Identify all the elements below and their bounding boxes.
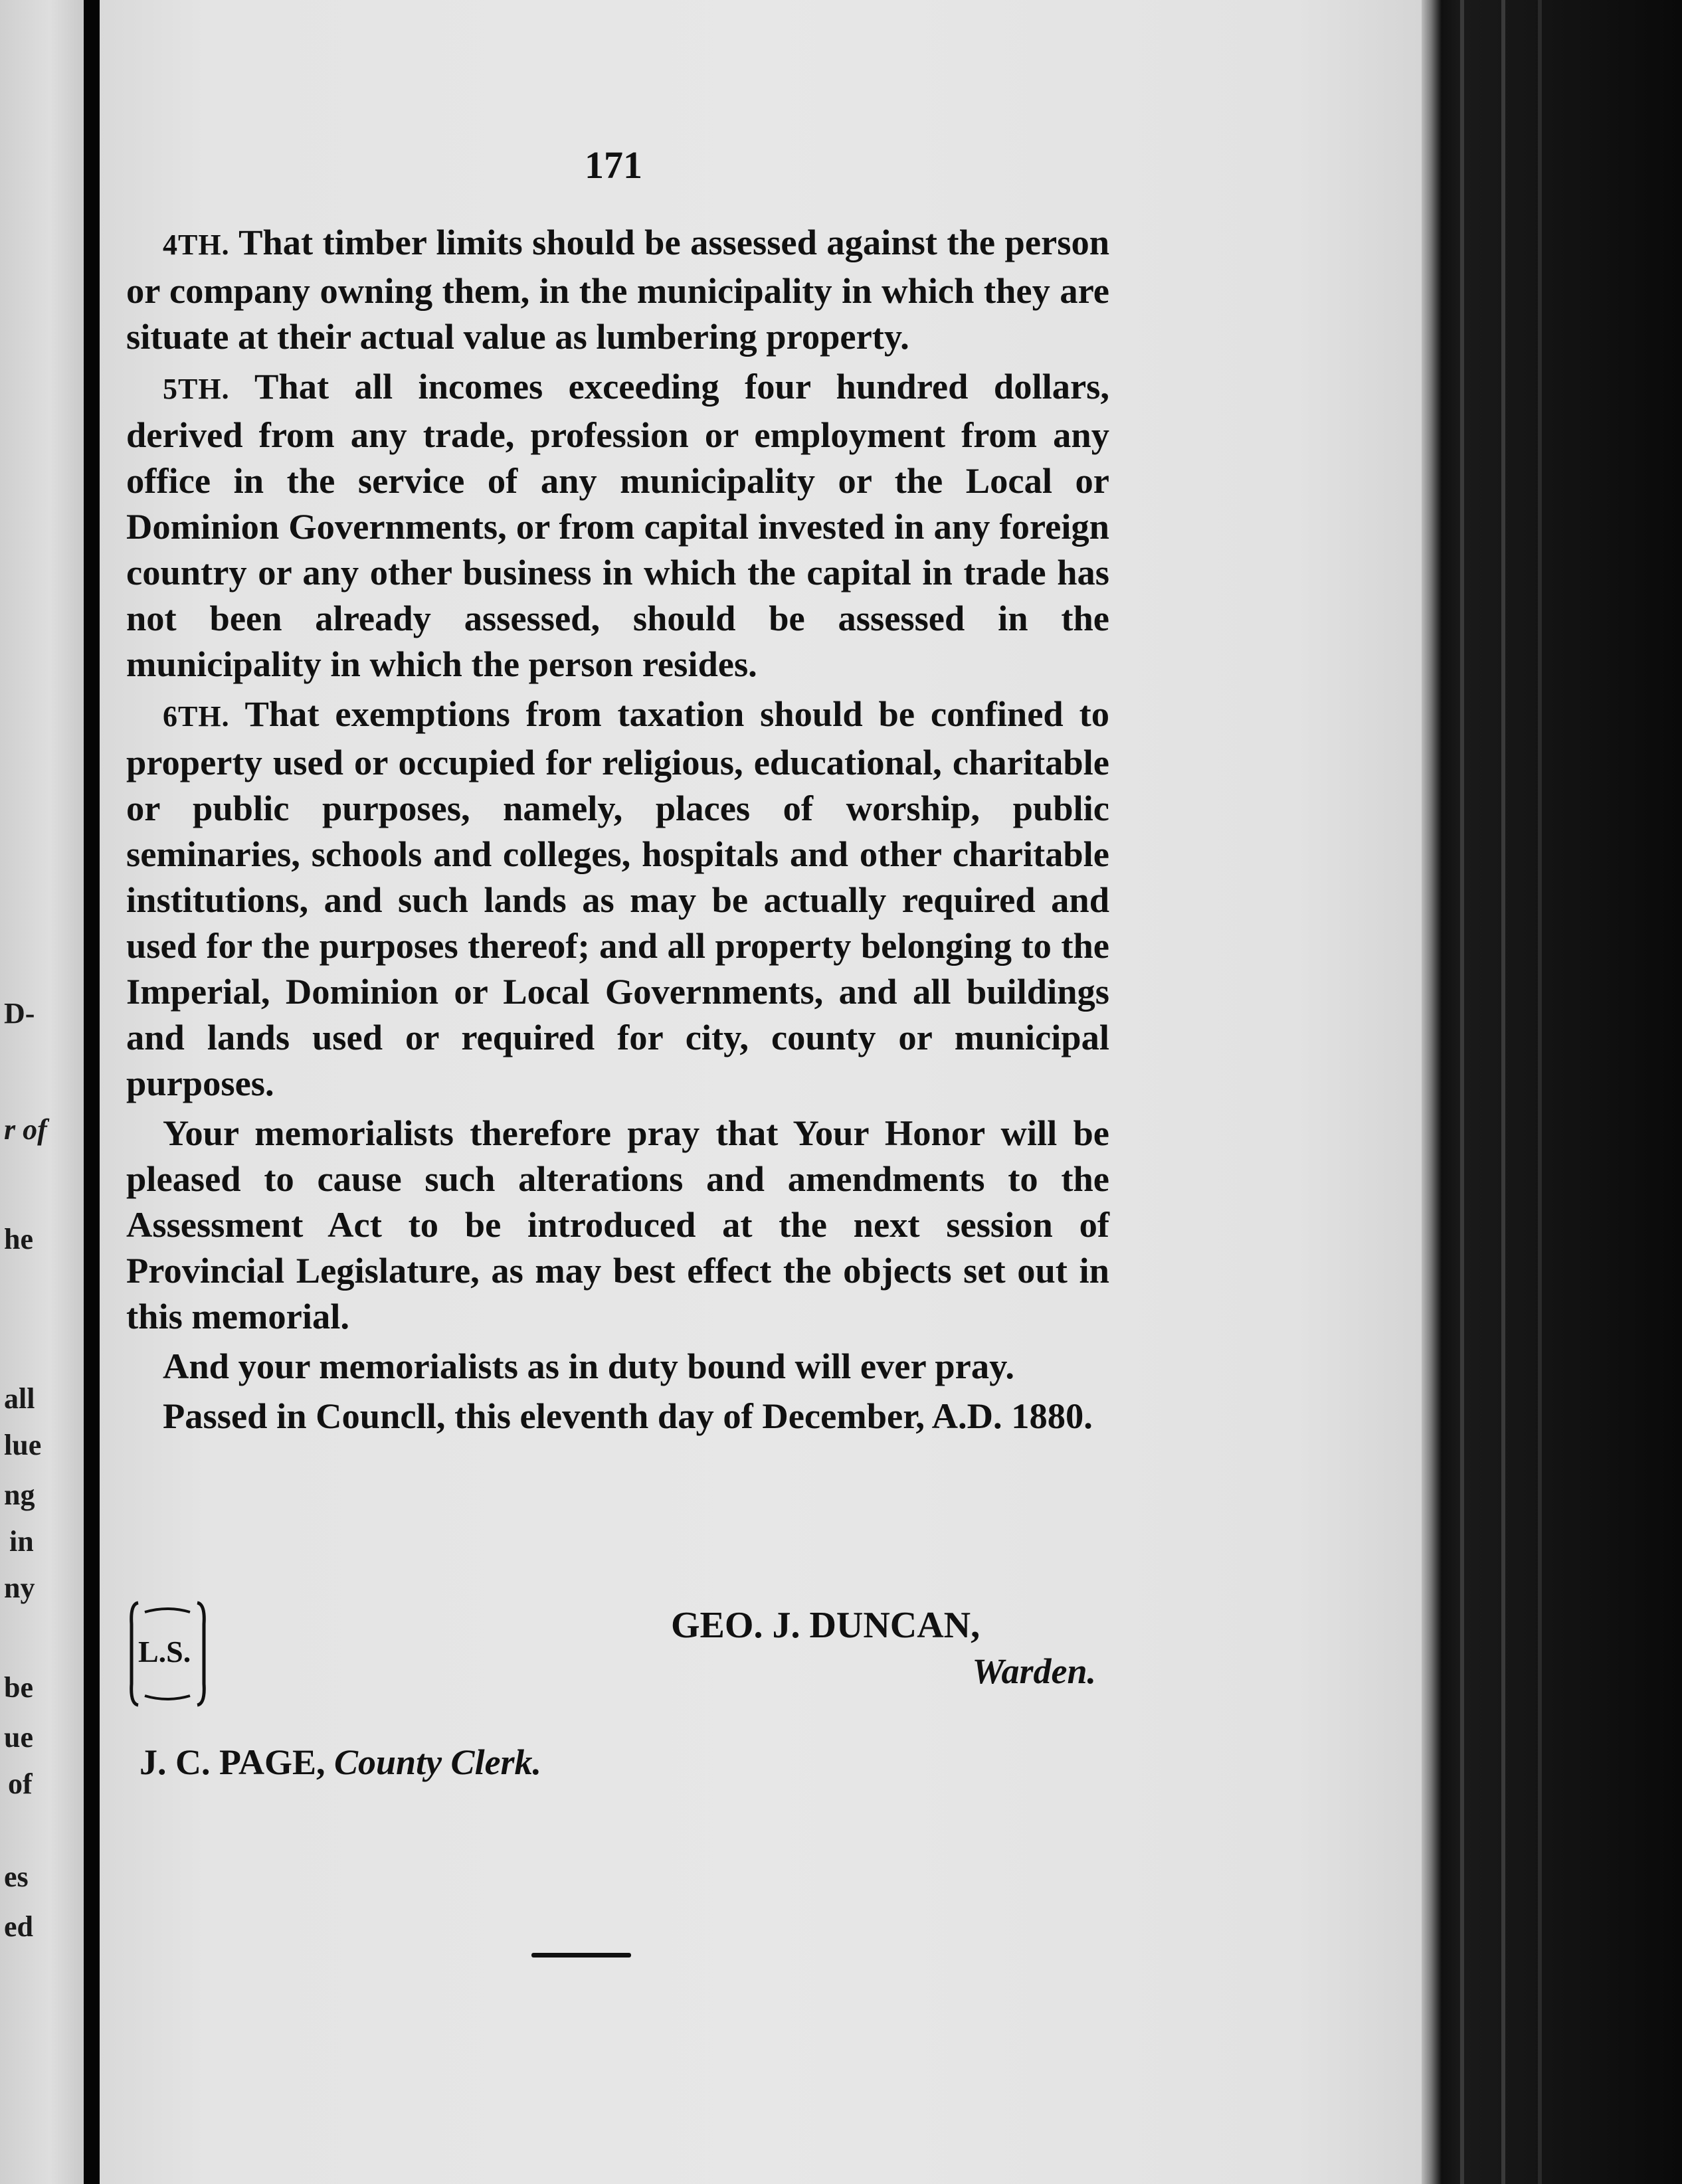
left-page-margin xyxy=(0,0,84,2184)
paragraph xyxy=(126,1110,1109,1339)
left-page-fragment: in xyxy=(9,1525,34,1558)
scan-edge xyxy=(1422,0,1682,2184)
paragraph-text: Passed in Councll, this eleventh day of December, A.D. 1880. xyxy=(163,1396,1093,1436)
body-text xyxy=(126,219,1109,1439)
paragraph-ordinal: 5TH. xyxy=(163,373,230,405)
left-page-fragment: ed xyxy=(4,1910,33,1943)
warden-signature xyxy=(671,1604,1096,1692)
paragraph-text: That all incomes exceeding four hundred dollars, derived from any trade, profession or employment from any office in the service of any municipality or the Local or Dominion Governments, or from capital invested in any foreign country or any other business in which the capital in trade has not been already assessed, should be assessed in the municipality in which the person resides. xyxy=(126,366,1109,684)
page-number: 171 xyxy=(585,143,642,187)
left-page-fragment: D- xyxy=(4,997,35,1030)
paragraph-ordinal: 4TH. xyxy=(163,228,230,261)
left-page-fragment: be xyxy=(4,1671,33,1704)
paragraph-text: And your memorialists as in duty bound will ever pray. xyxy=(163,1346,1014,1386)
left-page-fragment: es xyxy=(4,1861,29,1893)
left-page-fragment: ny xyxy=(4,1572,35,1604)
paragraph-text: That exemptions from taxation should be confined to property used or occupied for religious, educational, charitable or public purposes, namely, places of worship, public seminaries, schools and colleges, hospitals and other charitable institutions, and such lands as may be actually required and used for the purposes thereof; and all property belonging to the Imperial, Dominion or Local Governments, and all buildings and lands used or required for city, county or municipal purposes. xyxy=(126,693,1110,1103)
seal-label: L.S. xyxy=(138,1635,191,1669)
warden-title: Warden. xyxy=(972,1651,1096,1691)
left-page-fragment: he xyxy=(4,1223,33,1255)
clerk-signature xyxy=(140,1742,541,1783)
left-page-fragment: lue xyxy=(4,1429,42,1461)
paragraph xyxy=(126,363,1109,687)
left-page-fragment: r of xyxy=(4,1113,47,1146)
paragraph-ordinal: 6TH. xyxy=(163,700,230,733)
paragraph-text: Your memorialists therefore pray that Your Honor will be pleased to cause such alterations and amendments to the Assessment Act to be introduced at the next session of Provincial Legislature, as may best effect the objects set out in this memorial. xyxy=(126,1113,1109,1336)
left-page-fragment: all xyxy=(4,1382,35,1415)
left-page-fragment: of xyxy=(8,1768,33,1800)
warden-name: GEO. J. DUNCAN, xyxy=(671,1605,981,1646)
paragraph xyxy=(126,691,1109,1106)
closing-rule xyxy=(531,1953,631,1957)
paragraph xyxy=(126,219,1109,359)
left-page-fragment: ng xyxy=(4,1479,35,1511)
left-page-fragment: ue xyxy=(4,1721,33,1754)
seal xyxy=(126,1597,209,1710)
paragraph xyxy=(126,1343,1109,1389)
paragraph xyxy=(126,1393,1109,1439)
clerk-title: County Clerk. xyxy=(334,1742,542,1782)
paragraph-text: That timber limits should be assessed against the person or company owning them, in the municipality in which they are situate at their actual value as lumbering property. xyxy=(126,222,1109,357)
clerk-name: J. C. PAGE, xyxy=(140,1742,326,1782)
